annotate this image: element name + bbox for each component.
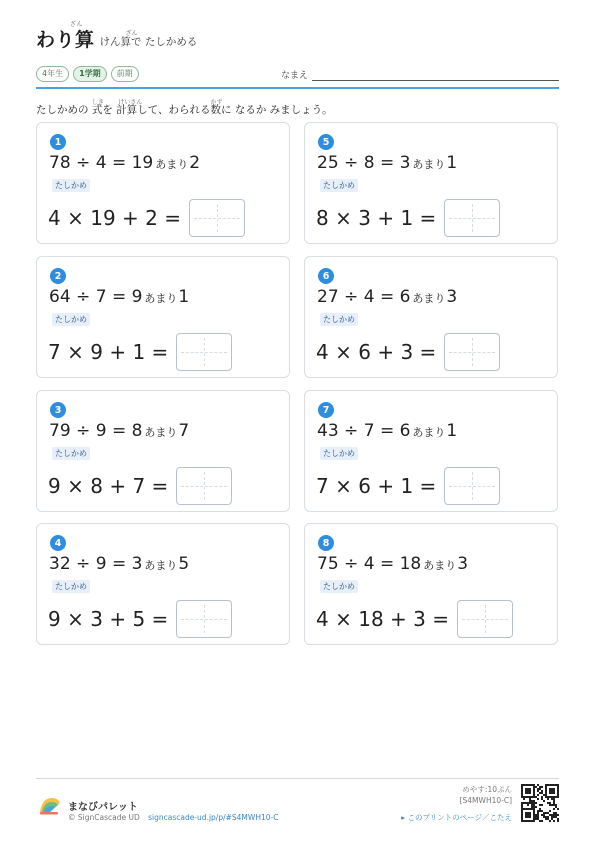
check-label: たしかめ: [52, 580, 90, 593]
check-expression: [48, 599, 232, 639]
grade-tags: [36, 66, 139, 82]
problem-number-badge: 3: [50, 402, 66, 418]
equals-sign: =: [419, 206, 437, 230]
quotient: 6: [399, 287, 411, 307]
dividend: 78: [49, 153, 71, 173]
problem-number-badge: 5: [318, 134, 334, 150]
remainder: 3: [457, 554, 469, 574]
problem-card: [304, 256, 558, 378]
check-quotient: 6: [358, 340, 371, 364]
equals-sign: =: [379, 554, 395, 574]
problem-number-badge: 8: [318, 535, 334, 551]
check-expression: [48, 466, 232, 506]
check-divisor: 8: [316, 206, 329, 230]
problem-number-badge: 4: [50, 535, 66, 551]
check-divisor: 9: [48, 607, 61, 631]
guide-line: [449, 218, 495, 219]
header-divider: [36, 87, 559, 89]
instruction-part: して、わられる: [137, 104, 211, 116]
times-sign: ×: [67, 206, 84, 230]
divisor: 4: [95, 153, 107, 173]
check-label: たしかめ: [320, 313, 358, 326]
quotient: 9: [131, 287, 143, 307]
times-sign: ×: [67, 340, 84, 364]
problem-number-badge: 2: [50, 268, 66, 284]
check-quotient: 8: [90, 474, 103, 498]
check-quotient: 6: [358, 474, 371, 498]
problem-number-badge: 1: [50, 134, 66, 150]
check-divisor: 4: [316, 607, 329, 631]
problem-card: [36, 523, 290, 645]
instruction-word-shiki: [91, 99, 104, 116]
tag-period: 前期: [111, 66, 139, 82]
problem-card: [304, 390, 558, 512]
times-sign: ×: [335, 474, 352, 498]
remainder: 7: [178, 421, 190, 441]
answer-box[interactable]: [189, 199, 245, 237]
check-expression: [48, 198, 245, 238]
divisor: 7: [363, 421, 375, 441]
remainder-label: あまり: [144, 559, 178, 572]
page-url-link[interactable]: signcascade-ud.jp/p/#S4MWH10-C: [148, 813, 279, 822]
instruction-part: を: [102, 104, 117, 116]
times-sign: ×: [67, 607, 84, 631]
answer-box[interactable]: [176, 600, 232, 638]
divide-sign: ÷: [76, 153, 91, 173]
check-remainder: 1: [400, 206, 414, 230]
dividend: 79: [49, 421, 71, 441]
plus-sign: +: [122, 206, 139, 230]
instruction-word: 式: [91, 104, 103, 116]
quotient: 3: [131, 554, 143, 574]
division-equation: [49, 421, 189, 441]
plus-sign: +: [377, 474, 395, 498]
equals-sign: =: [379, 287, 395, 307]
check-remainder: 2: [145, 206, 158, 230]
check-divisor: 9: [48, 474, 61, 498]
problem-card: [36, 390, 290, 512]
remainder-label: あまり: [144, 292, 178, 305]
divisor: 4: [363, 287, 375, 307]
check-divisor: 4: [316, 340, 329, 364]
quotient: 8: [131, 421, 143, 441]
quotient: 3: [399, 153, 411, 173]
guide-line: [194, 218, 240, 219]
check-remainder: 5: [132, 607, 146, 631]
instruction-ruby: けいさん: [118, 99, 143, 106]
equals-sign: =: [164, 206, 182, 230]
divisor: 4: [363, 554, 375, 574]
problem-card: [304, 122, 558, 244]
remainder: 2: [189, 153, 201, 173]
check-remainder: 3: [413, 607, 426, 631]
guide-line: [449, 486, 495, 487]
remainder: 1: [446, 421, 458, 441]
equals-sign: =: [111, 153, 127, 173]
times-sign: ×: [335, 206, 352, 230]
answer-box[interactable]: [444, 333, 500, 371]
answer-box[interactable]: [176, 467, 232, 505]
check-label: たしかめ: [320, 580, 358, 593]
check-label: たしかめ: [320, 447, 358, 460]
plus-sign: +: [390, 607, 407, 631]
check-remainder: 1: [132, 340, 146, 364]
page-subtitle: [99, 30, 198, 49]
name-label: なまえ: [281, 71, 309, 81]
divide-sign: ÷: [76, 554, 91, 574]
division-equation: [317, 153, 457, 173]
check-remainder: 7: [132, 474, 146, 498]
remainder-label: あまり: [423, 559, 457, 572]
divisor: 8: [363, 153, 375, 173]
divide-sign: ÷: [344, 421, 359, 441]
times-sign: ×: [335, 607, 352, 631]
answer-box[interactable]: [176, 333, 232, 371]
check-expression: [316, 198, 500, 238]
tag-term: 1学期: [73, 66, 107, 82]
check-quotient: 9: [90, 340, 103, 364]
divide-sign: ÷: [76, 421, 91, 441]
subtitle-ruby: ざん: [125, 30, 138, 37]
equals-sign: =: [111, 287, 127, 307]
equals-sign: =: [379, 421, 395, 441]
divide-sign: ÷: [344, 287, 359, 307]
check-divisor: 4: [48, 206, 61, 230]
guide-line: [449, 352, 495, 353]
instruction-word: 数: [210, 104, 221, 116]
answer-box[interactable]: [444, 467, 500, 505]
check-divisor: 7: [316, 474, 329, 498]
plus-sign: +: [377, 340, 395, 364]
plus-sign: +: [109, 474, 127, 498]
page-subtitle-text: けん算で たしかめる: [99, 36, 198, 48]
instruction-word-kazu: [210, 99, 223, 116]
remainder-label: あまり: [412, 292, 446, 305]
check-label: たしかめ: [320, 179, 358, 192]
check-quotient: 19: [90, 206, 116, 230]
divide-sign: ÷: [344, 554, 359, 574]
page-title-text: わり算: [36, 29, 95, 51]
plus-sign: +: [109, 340, 127, 364]
divisor: 9: [95, 421, 107, 441]
check-expression: [316, 332, 500, 372]
guide-line: [181, 619, 227, 620]
division-equation: [49, 554, 189, 574]
division-equation: [49, 287, 189, 307]
check-remainder: 1: [400, 474, 414, 498]
remainder: 1: [446, 153, 458, 173]
remainder: 5: [178, 554, 190, 574]
remainder: 3: [446, 287, 458, 307]
dividend: 25: [317, 153, 339, 173]
equals-sign: =: [111, 554, 127, 574]
footer-divider: [36, 778, 559, 779]
name-field-line[interactable]: [312, 80, 559, 81]
instruction-part: たしかめの: [36, 104, 92, 116]
equals-sign: =: [432, 607, 450, 631]
check-label: たしかめ: [52, 447, 90, 460]
check-quotient: 18: [358, 607, 384, 631]
division-equation: [317, 554, 468, 574]
divisor: 9: [95, 554, 107, 574]
equals-sign: =: [151, 607, 169, 631]
check-expression: [48, 332, 232, 372]
copyright: [68, 813, 278, 822]
answer-box[interactable]: [457, 600, 513, 638]
dividend: 75: [317, 554, 339, 574]
plus-sign: +: [377, 206, 395, 230]
check-label: たしかめ: [52, 179, 90, 192]
check-expression: [316, 599, 513, 639]
division-equation: [317, 421, 457, 441]
check-quotient: 3: [90, 607, 103, 631]
quotient: 18: [399, 554, 422, 574]
guide-line: [462, 619, 508, 620]
equals-sign: =: [419, 340, 437, 364]
problem-card: [304, 523, 558, 645]
check-divisor: 7: [48, 340, 61, 364]
times-sign: ×: [67, 474, 84, 498]
guide-line: [181, 352, 227, 353]
problem-card: [36, 256, 290, 378]
remainder: 1: [178, 287, 190, 307]
page-title: [36, 21, 95, 52]
remainder-label: あまり: [412, 158, 446, 171]
problem-number-badge: 7: [318, 402, 334, 418]
quotient: 6: [399, 421, 411, 441]
divide-sign: ÷: [76, 287, 91, 307]
instruction: [36, 99, 333, 117]
dividend: 64: [49, 287, 71, 307]
check-label: たしかめ: [52, 313, 90, 326]
palette-logo-icon: [38, 794, 62, 816]
times-sign: ×: [335, 340, 352, 364]
equals-sign: =: [151, 340, 169, 364]
equals-sign: =: [379, 153, 395, 173]
equals-sign: =: [111, 421, 127, 441]
problem-card: [36, 122, 290, 244]
quotient: 19: [131, 153, 154, 173]
remainder-label: あまり: [144, 426, 178, 439]
problem-number-badge: 6: [318, 268, 334, 284]
check-quotient: 3: [358, 206, 371, 230]
divisor: 7: [95, 287, 107, 307]
dividend: 43: [317, 421, 339, 441]
remainder-label: あまり: [155, 158, 189, 171]
time-estimate: めやす:10ぷん: [462, 785, 512, 794]
qr-code-icon[interactable]: [521, 784, 559, 822]
tag-grade: 4年生: [36, 66, 69, 82]
instruction-word: 計算: [116, 104, 138, 116]
division-equation: [49, 153, 200, 173]
check-expression: [316, 466, 500, 506]
brand-name: まなびパレット: [68, 802, 138, 813]
equals-sign: =: [419, 474, 437, 498]
division-equation: [317, 287, 457, 307]
dividend: 27: [317, 287, 339, 307]
print-code: [S4MWH10-C]: [459, 796, 512, 805]
instruction-word-keisan: [116, 99, 143, 116]
copyright-text: © SignCascade UD: [68, 813, 140, 822]
header: [36, 21, 198, 52]
instruction-ruby: しき: [91, 99, 104, 106]
title-ruby: ざん: [70, 21, 84, 28]
check-remainder: 3: [400, 340, 414, 364]
instruction-ruby: かず: [210, 99, 223, 106]
equals-sign: =: [151, 474, 169, 498]
remainder-label: あまり: [412, 426, 446, 439]
instruction-part: に なるか みましょう。: [220, 104, 333, 116]
divide-sign: ÷: [344, 153, 359, 173]
dividend: 32: [49, 554, 71, 574]
plus-sign: +: [109, 607, 127, 631]
guide-line: [181, 486, 227, 487]
answer-box[interactable]: [444, 199, 500, 237]
answer-page-link[interactable]: ▸ このプリントのページ／こたえ: [401, 813, 512, 822]
